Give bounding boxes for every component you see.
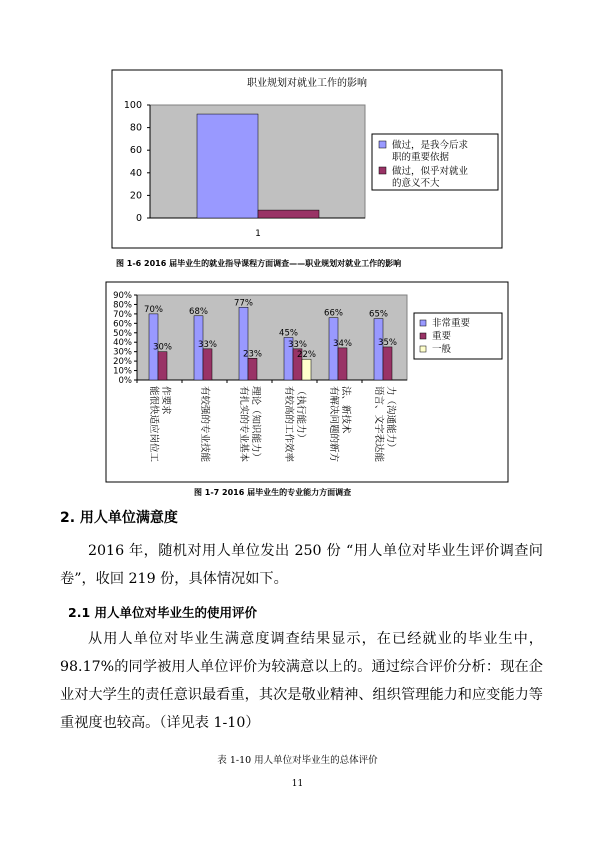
y-tick-label: 50% xyxy=(113,328,132,339)
paragraph-employer-evaluation: 从用人单位对毕业生满意度调查结果显示，在已经就业的毕业生中，98.17%的同学被用人单位评价为较满意以上的。通过综合评价分析：现在企业对大学生的责任意识最看重，其次是敬业精神、组织管理能力和应变能力等重视度也较高。（详见表 1-10） xyxy=(60,631,543,731)
bar-series-2 xyxy=(258,210,319,218)
x-category-label: 有较高的工作效率 xyxy=(283,386,294,463)
legend-label-series-2-line-1: 做过，似乎对就业 xyxy=(392,166,469,177)
legend-label-series-2: 重要 xyxy=(432,331,452,342)
bar-series-1 xyxy=(374,319,383,380)
bar-series-1 xyxy=(197,114,258,218)
y-tick-label: 0 xyxy=(135,213,142,224)
x-category-label: 法、新技术 xyxy=(340,386,351,434)
data-label: 68% xyxy=(189,306,208,317)
y-tick-label: 70% xyxy=(113,309,132,320)
chart-title: 职业规划对就业工作的影响 xyxy=(247,78,367,89)
y-tick-label: 80 xyxy=(129,122,142,134)
paragraph-survey-overview: 2016 年，随机对用人单位发出 250 份 “用人单位对毕业生评价调查问卷”，收回 219 份，具体情况如下。 xyxy=(60,543,543,587)
figure-1-6-chart xyxy=(0,0,595,260)
legend-swatch-series-3 xyxy=(420,346,426,352)
data-label: 33% xyxy=(288,339,307,350)
x-category-label: （执行能力） xyxy=(295,386,306,444)
y-tick-label: 20% xyxy=(113,357,132,368)
legend-label-series-2-line-2: 的意义不大 xyxy=(392,178,440,189)
x-category-label: 有解决问题的新方 xyxy=(328,386,339,463)
data-label: 70% xyxy=(144,304,163,315)
bar-series-2 xyxy=(338,348,347,380)
data-label: 45% xyxy=(279,328,298,339)
legend-label-series-1-line-1: 做过，是我今后求 xyxy=(392,140,469,151)
legend-label-series-1-line-2: 职的重要依据 xyxy=(392,152,450,163)
x-category-label: 力（沟通能力） xyxy=(385,386,396,453)
y-tick-label: 10% xyxy=(113,366,132,377)
plot-area xyxy=(137,295,407,380)
x-tick-label: 1 xyxy=(255,229,261,239)
data-label: 33% xyxy=(198,339,217,350)
bar-series-2 xyxy=(203,349,212,380)
legend-label-series-1: 非常重要 xyxy=(432,318,471,329)
y-tick-label: 60% xyxy=(113,319,132,330)
data-label: 65% xyxy=(369,309,388,320)
y-tick-label: 60 xyxy=(129,145,142,157)
data-label: 77% xyxy=(234,298,253,309)
bar-series-1 xyxy=(239,307,248,380)
x-category-label: 理论（知识能力） xyxy=(250,386,261,463)
y-tick-label: 30% xyxy=(113,347,132,358)
data-label: 66% xyxy=(324,308,343,319)
figure-1-7-chart xyxy=(0,270,595,485)
bar-series-3 xyxy=(302,359,311,380)
figure-1-6-caption: 图 1-6 2016 届毕业生的就业指导课程方面调查——职业规划对就业工作的影响 xyxy=(116,259,402,268)
y-tick-label: 20 xyxy=(129,190,142,202)
legend-swatch-series-2 xyxy=(420,333,426,339)
y-tick-label: 0% xyxy=(118,376,132,386)
data-label: 35% xyxy=(378,337,397,348)
figure-1-7-caption: 图 1-7 2016 届毕业生的专业能力方面调查 xyxy=(194,488,352,497)
x-category-label: 有扎实的专业基本 xyxy=(238,386,249,463)
data-label: 23% xyxy=(243,349,262,360)
data-label: 34% xyxy=(333,338,352,349)
y-tick-label: 90% xyxy=(113,291,132,301)
data-label: 30% xyxy=(153,342,172,353)
y-tick-label: 80% xyxy=(113,300,132,311)
bar-series-2 xyxy=(248,358,257,380)
data-label: 22% xyxy=(297,350,316,361)
table-1-10-caption: 表 1-10 用人单位对毕业生的总体评价 xyxy=(217,755,378,766)
x-category-label: 能很快适应岗位工 xyxy=(148,386,159,463)
legend-swatch-series-1 xyxy=(379,141,386,148)
section-heading-2-1: 2.1 用人单位对毕业生的使用评价 xyxy=(68,605,257,620)
legend-label-series-3: 一般 xyxy=(432,344,452,355)
page-number: 11 xyxy=(291,779,304,789)
x-category-label: 作要求 xyxy=(160,386,171,415)
legend-swatch-series-2 xyxy=(379,167,386,174)
y-tick-label: 40 xyxy=(129,167,142,179)
legend-swatch-series-1 xyxy=(420,320,426,326)
y-tick-label: 100 xyxy=(123,100,142,111)
section-heading-2: 2. 用人单位满意度 xyxy=(60,510,178,526)
x-category-label: 有较强的专业技能 xyxy=(199,386,210,463)
bar-series-2 xyxy=(383,347,392,380)
bar-series-2 xyxy=(158,352,167,380)
y-tick-label: 40% xyxy=(113,338,132,349)
x-category-label: 语言、文字表达能 xyxy=(373,386,384,463)
